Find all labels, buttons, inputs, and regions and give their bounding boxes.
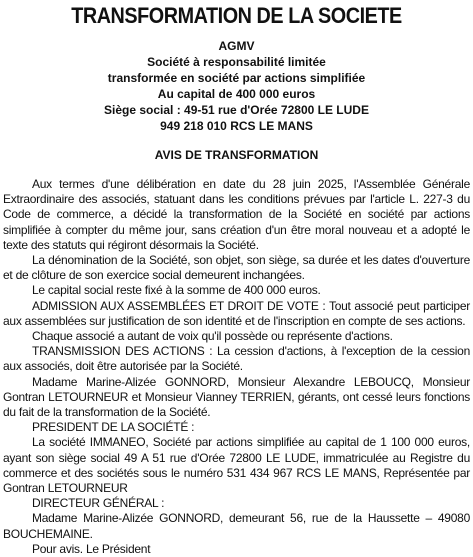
paragraph-president-details: La société IMMANEO, Société par actions simplifiée au capital de 1 100 000 euros, ayant son siège social 49 A 51 rue d'Orée 72800 LE LUDE, immatriculée au Registre du commerce et des sociétés sous le numéro 531 434 967 RCS LE MANS, Représentée par Gontran LETOURNEUR — [3, 435, 470, 496]
notice-body — [3, 177, 470, 557]
company-new-form: transformée en société par actions simplifiée — [107, 71, 366, 85]
company-legal-form: Société à responsabilité limitée — [147, 55, 326, 69]
company-registered-office: Siège social : 49-51 rue d'Orée 72800 LE LUDE — [104, 103, 369, 117]
paragraph-director-details: Madame Marine-Alizée GONNORD, demeurant 56, rue de la Haussette – 49080 BOUCHEMAINE. — [3, 511, 470, 541]
company-capital: Au capital de 400 000 euros — [157, 87, 316, 101]
paragraph-former-managers: Madame Marine-Alizée GONNORD, Monsieur Alexandre LEBOUCQ, Monsieur Gontran LETOURNEUR et Monsieur Vianney TERRIEN, gérants, ont cessé leurs fonctions du fait de la transformation de la Société. — [3, 374, 470, 420]
paragraph-president-heading: PRESIDENT DE LA SOCIÉTÉ : — [32, 420, 195, 435]
notice-headline: TRANSFORMATION DE LA SOCIETE — [71, 3, 402, 28]
company-rcs-number: 949 218 010 RCS LE MANS — [160, 119, 313, 133]
paragraph-admission-voting: ADMISSION AUX ASSEMBLÉES ET DROIT DE VOTE : Tout associé peut participer aux assemblées sur justification de son identité et de l'inscription en compte de ses actions. — [3, 298, 470, 328]
paragraph-share-transfer: TRANSMISSION DES ACTIONS : La cession d'actions, à l'exception de la cession aux associés, doit être autorisée par la Société. — [3, 344, 470, 374]
company-name: AGMV — [218, 39, 255, 53]
company-header — [3, 38, 470, 134]
paragraph-deliberation: Aux termes d'une délibération en date du 28 juin 2025, l'Assemblée Générale Extraordinaire des associés, statuant dans les conditions prévues par l'article L. 227-3 du Code de commerce, a décidé la transformation de la Société en société par actions simplifiée à compter du même jour, sans création d'un être moral nouveau et a adopté le texte des statuts qui régiront désormais la Société. — [3, 177, 470, 252]
notice-section-title: AVIS DE TRANSFORMATION — [154, 148, 319, 162]
paragraph-unchanged-items: La dénomination de la Société, son objet, son siège, sa durée et les dates d'ouverture et de clôture de son exercice social demeurent inchangées. — [3, 253, 470, 283]
paragraph-director-heading: DIRECTEUR GÉNÉRAL : — [32, 496, 165, 511]
paragraph-signature: Pour avis. Le Président — [32, 541, 151, 556]
paragraph-capital: Le capital social reste fixé à la somme de 400 000 euros. — [32, 283, 321, 298]
paragraph-votes: Chaque associé a autant de voix qu'il possède ou représente d'actions. — [32, 329, 393, 344]
